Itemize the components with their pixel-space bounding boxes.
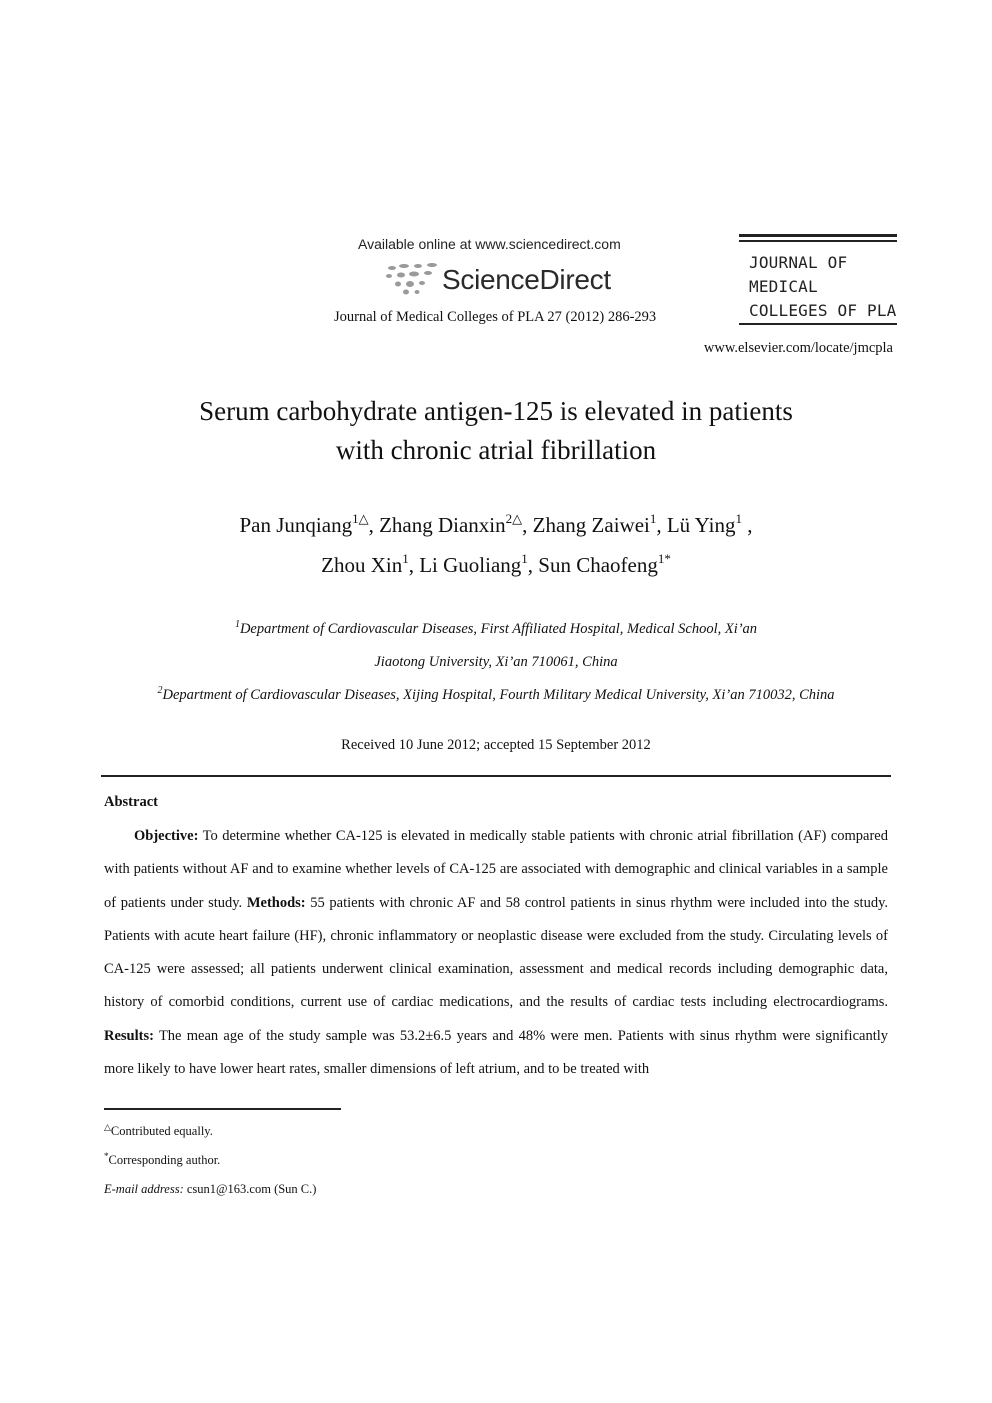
results-label: Results: (104, 1027, 154, 1044)
affiliation-sup: 2 (157, 685, 163, 696)
affiliation-1 (60, 621, 932, 638)
footnote-text: Contributed equally. (110, 1124, 213, 1138)
email-label: E-mail address: (104, 1182, 184, 1196)
author-sup: 1 (735, 511, 742, 526)
journal-name: JOURNAL OF MEDICAL COLLEGES OF PLA (749, 253, 897, 320)
affiliation-1-line-1: Department of Cardiovascular Diseases, First Affiliated Hospital, Medical School, Xi’an (239, 621, 758, 637)
author-sup: 1△ (352, 511, 369, 526)
results-text: The mean age of the study sample was 53.2±6.5 years and 48% were men. Patients with sinus rhythm were significantly more likely to have lower heart rates, smaller dimensions of left atrium, and to be treated with (104, 1027, 888, 1078)
footnote-sup: △ (104, 1122, 111, 1132)
sciencedirect-dots-icon (384, 262, 444, 298)
title-line-1: Serum carbohydrate antigen-125 is elevated in patients (199, 396, 793, 426)
abstract-heading: Abstract (104, 794, 158, 810)
article-title (100, 392, 892, 470)
author-name: Zhou Xin (321, 553, 403, 577)
received-dates: Received 10 June 2012; accepted 15 September 2012 (341, 737, 651, 753)
affiliation-1-line-2: Jiaotong University, Xi’an 710061, China (374, 654, 618, 670)
author-name: Li Guoliang (419, 553, 522, 577)
author-sup: 1 (521, 551, 528, 566)
author-list (100, 505, 892, 585)
email-address[interactable]: csun1@163.com (Sun C.) (183, 1182, 317, 1196)
sciencedirect-logo (384, 262, 624, 298)
affiliation-sup: 1 (234, 619, 240, 630)
footnote-divider (104, 1108, 341, 1110)
footnote-contributed (104, 1124, 213, 1139)
section-divider (101, 775, 891, 777)
available-online-text: Available online at www.sciencedirect.com (358, 236, 621, 252)
author-name: Zhang Zaiwei (532, 513, 650, 537)
objective-label: Objective: (134, 828, 199, 844)
author-sup: 1 (402, 551, 409, 566)
affiliation-2 (60, 687, 932, 704)
abstract-body (104, 820, 888, 1086)
journal-citation: Journal of Medical Colleges of PLA 27 (2012) 286-293 (334, 309, 657, 325)
methods-label: Methods: (246, 894, 306, 911)
journal-url[interactable]: www.elsevier.com/locate/jmcpla (703, 340, 893, 356)
masthead-rule-top (739, 234, 897, 237)
author-name: Lü Ying (666, 513, 736, 537)
footnote-corresponding (104, 1153, 220, 1168)
author-name: Sun Chaofeng (538, 553, 658, 577)
footnote-email (104, 1182, 316, 1197)
methods-text: 55 patients with chronic AF and 58 control patients in sinus rhythm were included into the study. Patients with acute heart failure (HF), chronic inflammatory or neoplastic disease were excluded from the study. Circulating levels of CA-125 were assessed; all patients underwent clinical examination, assessment and medical records including demographic data, history of comorbid conditions, current use of cardiac medications, and the results of cardiac tests including electrocardiograms. (104, 894, 888, 1011)
footnote-text: Corresponding author. (108, 1153, 221, 1167)
footnote-sup: * (104, 1151, 109, 1161)
author-sup: 1* (657, 551, 671, 566)
sciencedirect-wordmark: ScienceDirect (442, 264, 611, 295)
author-sup: 1 (649, 511, 657, 526)
objective-text: To determine whether CA-125 is elevated in medically stable patients with chronic atrial fibrillation (AF) compared with patients without AF and to examine whether levels of CA-125 are associated with demographic and clinical variables in a sample of patients under study. (104, 828, 888, 911)
author-name: Pan Junqiang (239, 513, 353, 537)
abstract-paragraph (104, 820, 888, 1086)
affiliation-2-line: Department of Cardiovascular Diseases, Xijing Hospital, Fourth Military Medical University, Xi’an 710032, China (162, 687, 835, 703)
masthead-rule-bottom (739, 323, 897, 325)
masthead-rule-top-thin (739, 240, 897, 242)
author-sup: 2△ (505, 511, 523, 526)
title-line-2: with chronic atrial fibrillation (335, 435, 657, 465)
author-name: Zhang Dianxin (379, 513, 506, 537)
authors-line-1: Pan Junqiang$^{1\triangle}$, Zhang Dianxin$^{2\triangle}$, Zhang Zaiwei$^1$, Lü Ying$^1$ , (239, 511, 753, 537)
authors-line-2: Zhou Xin$^1$, Li Guoliang$^1$, Sun Chaofeng$^{1*}$ (321, 551, 671, 577)
journal-masthead (739, 234, 897, 326)
